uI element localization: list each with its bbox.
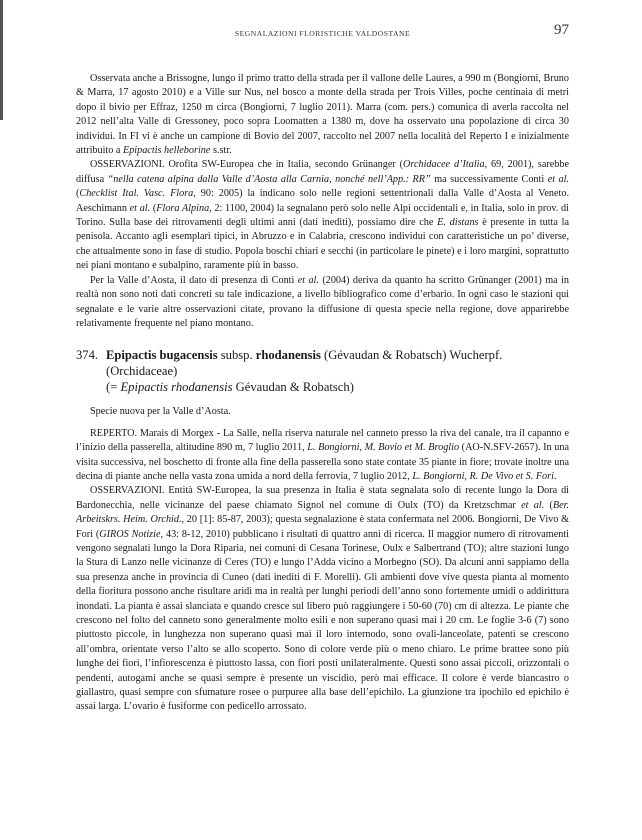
taxon-family: (Orchidaceae) bbox=[106, 364, 178, 379]
text-run: Epipactis helleborine bbox=[122, 145, 211, 157]
paragraph bbox=[76, 274, 569, 332]
page-edge-rule bbox=[0, 0, 3, 120]
text-run: ( bbox=[150, 202, 157, 214]
synonym-open: (= bbox=[106, 380, 121, 395]
paragraph bbox=[76, 427, 569, 485]
text-run: Orchidacee d’Italia bbox=[403, 159, 485, 171]
text-run: et al. bbox=[129, 202, 151, 214]
page-number: 97 bbox=[554, 22, 569, 38]
taxon-authors: (Gévaudan & Robatsch) Wucherpf. bbox=[320, 348, 503, 363]
text-run: L. Bongiorni, R. De Vivo et S. Fori bbox=[412, 470, 554, 482]
text-run: ( bbox=[544, 499, 553, 511]
text-run: GIROS Notizie bbox=[99, 528, 161, 540]
text-run: OSSERVAZIONI. Entità SW-Europea, la sua presenza in Italia è stata segnalata solo di recente lungo la Dora di Bardonecchia, nelle vicinanze del paese chiamato Signol nel comune di Oulx (TO) da Kretzschmar bbox=[76, 485, 569, 511]
text-run: et al. bbox=[521, 499, 545, 511]
synonym-name: Epipactis rhodanensis bbox=[120, 380, 233, 395]
article-body bbox=[76, 72, 569, 715]
text-run: E. distans bbox=[437, 217, 479, 229]
text-run: . bbox=[553, 470, 557, 482]
text-run: L. Bongiorni, M. Bovio et M. Broglio bbox=[307, 442, 460, 454]
running-title: SEGNALAZIONI FLORISTICHE VALDOSTANE bbox=[234, 29, 411, 38]
text-run: (AO-N.SFV-2657). In una visita successiva, nel boschetto di fronte alla fine della passerella sono state contate 35 piante in fiore; trovate inoltre una decina di piante anche nella vasta zona umida a nord della ferrovia, 7 luglio 2012, bbox=[76, 442, 569, 482]
text-run: OSSERVAZIONI. Orofita SW-Europea che in Italia, secondo Grünanger ( bbox=[90, 159, 404, 171]
taxon-number: 374. bbox=[76, 348, 99, 363]
taxon-heading bbox=[76, 347, 569, 395]
taxon-genus: Epipactis bugacensis bbox=[106, 348, 218, 363]
text-run: ma successivamente Conti bbox=[430, 173, 548, 185]
taxon-rank: subsp. bbox=[217, 348, 256, 363]
text-run: , 20 [1]: 85-87, 2003); questa segnalazione è stata confermata nel 2006. Bongiorni, De Vivo & Fori ( bbox=[76, 514, 570, 540]
taxon-synonym bbox=[76, 379, 569, 395]
text-run: REPERTO. Marais di Morgex - La Salle, nella riserva naturale nel canneto presso la riva del canale, tra il capanno e l’inizio della passerella, altitudine 890 m, 7 luglio 2011, bbox=[76, 427, 569, 454]
text-run: et al. bbox=[547, 173, 570, 185]
text-run: et al. bbox=[297, 274, 319, 286]
top-paragraphs bbox=[76, 72, 569, 331]
paragraph bbox=[76, 158, 569, 273]
text-run: , 2: 1100, 2004) la segnalano però solo nelle Alpi occidentali e, in Italia, solo in prov. di Torino. Sulla base dei ritrovamenti degli ultimi anni (dati inediti), possiamo dire che bbox=[76, 202, 569, 229]
text-run: , 43: 8-12, 2010) pubblicano i risultati di quattro anni di ricerca. Il maggior numero di ritrovamenti vengono segnalati lungo la Dora Riparia, nei comuni di Cesana Torinese, Oulx e Salbertrand (TO); altre stazioni lungo la Stura di Lanzo nelle vicinanze di Ceres (TO) e lungo l’Adda vicino a Morbegno (SO). Da alcuni anni sappiamo della sua presenza anche in provincia di Cuneo (dati inediti di F. Morelli). Gli ambienti dove vive questa pianta al momento della fioritura possono anche risultare aridi ma in realtà per lunghi periodi dell’anno sono fortemente umidi o addirittura inondati. La pianta è assai slanciata e quando cresce sul libero può raggiungere i 50-60 (70) cm di altezza. Le piante che crescono nel folto del canneto sono generalmente molto esili e non superano quasi mai i 20 cm. Le foglie 3-6 (7) sono piuttosto piccole, in lunghezza non superano quasi mai il loro internodo, sono ovali-lanceolate, patenti se crescono all’ombra, orientate verso l’alto se allo scoperto. Sono di colore verde più o meno chiaro. Le prime brattee sono più lunghe dei fiori, l’infiorescenza è piuttosto lassa, con fiori posti unilateralmente. Questi sono assai piccoli, orizzontali o pendenti, autogami anche se quasi sempre è presente un viscidio, però mai efficace. Il colore è verde biancastro o giallastro, quasi sempre con sfumature rosee o purpuree alla base dell’epichilo. La giunzione tra ipochilo ed epichilo è assai larga. L’ovario è fusiforme con pedicello arrossato. bbox=[76, 528, 570, 713]
text-run: Per la Valle d’Aosta, il dato di presenza di Conti bbox=[90, 274, 298, 286]
text-run: Checklist Ital. Vasc. Flora bbox=[79, 188, 194, 200]
bottom-paragraphs bbox=[76, 427, 569, 715]
text-run: Osservata anche a Brissogne, lungo il primo tratto della strada per il vallone delle Laures, a 990 m (Bongiorni, Bruno & Marra, 17 agosto 2010) e a Ville sur Nus, nel bosco a monte della strada per Trois Villes, poche centinaia di metri dopo il bivio per Effraz, 1250 m circa (Bongiorni, 7 luglio 2011). Marra (com. pers.) comunica di averla raccolta nel 2012 nell’alta Valle di Gressoney, poco sopra Loomatten a 1380 m, dove ha osservato una popolazione di circa 30 individui. In FI vi è anche un campione di Bovio del 2007, raccolto nel 2007 nella località del Reperto I e inizialmente attribuito a bbox=[76, 73, 569, 157]
taxon-infraspecific: rhodanensis bbox=[255, 348, 321, 363]
text-run: è presente in tutta la penisola. Accanto agli esemplari tipici, in Abruzzo e in Calabria, crescono individui con caratteristiche un po’ diverse, che attualmente sono in fase di studio. Popola boschi chiari e secchi (in particolare le pinete) e i loro margini, soprattutto nei piani montano e subalpino, raramente più in basso. bbox=[76, 217, 569, 272]
text-run: ( bbox=[76, 188, 80, 200]
text-run: s.str. bbox=[210, 145, 232, 157]
text-run: , 90: 2005) la indicano solo nelle regioni settentrionali dalla Valle d’Aosta al Veneto. Aeschimann bbox=[76, 188, 569, 214]
text-run: Ber. Arbeitskrs. Heim. Orchid. bbox=[76, 499, 569, 526]
paragraph bbox=[76, 484, 569, 715]
species-note: Specie nuova per la Valle d’Aosta. bbox=[90, 406, 231, 418]
text-run: Flora Alpina bbox=[156, 202, 210, 214]
synonym-authors: Gévaudan & Robatsch) bbox=[232, 380, 354, 395]
text-run: , 69, 2001), sarebbe diffusa bbox=[76, 159, 569, 185]
text-run: (2004) deriva da quanto ha scritto Grünanger (2001) ma in realtà non sono noti dati concreti su tale indicazione, a livello bibliografico come d’erbario. In ogni caso le stazioni qui segnalate e le varie altre osservazioni citate, provano la diffusione di questa specie nella regione, dove apparirebbe relativamente frequente nel piano montano. bbox=[76, 274, 569, 329]
text-run: “nella catena alpina dalla Valle d’Aosta alla Carnia, nonché nell’App.: RR” bbox=[107, 173, 431, 185]
paragraph bbox=[76, 72, 569, 158]
